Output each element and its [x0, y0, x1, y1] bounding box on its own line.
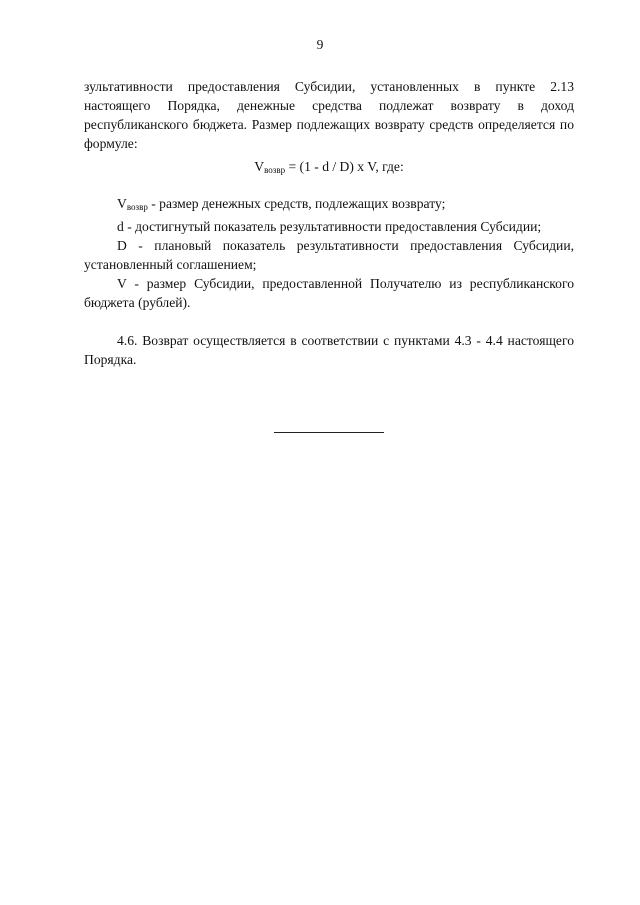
intro-paragraph: зультативности предоставления Субсидии, установленных в пункте 2.13 настоящего Порядка, денежные средства подлежат возврату в доход республиканского бюджета. Размер подлежащих возврату средств определяется по формуле: — [84, 79, 574, 151]
definition-text: - достигнутый показатель результативности предоставления Субсидии; — [123, 219, 542, 234]
definition-symbol: V — [117, 276, 127, 291]
definition-v-subsidy — [84, 274, 574, 312]
definition-v-return — [84, 194, 574, 217]
document-body — [84, 77, 574, 369]
definition-text: - размер денежных средств, подлежащих возврату; — [147, 196, 446, 211]
page-number: 9 — [316, 37, 324, 52]
definition-d-achieved — [84, 217, 574, 236]
definition-symbol: V — [117, 196, 127, 211]
definition-symbol-subscript: возвр — [126, 202, 148, 212]
formula-v: V — [254, 159, 265, 174]
end-divider-line — [274, 432, 384, 433]
return-formula — [84, 157, 574, 180]
formula-expression: = (1 - d / D) x V, где: — [285, 159, 404, 174]
definition-symbol: d — [117, 219, 124, 234]
formula-v-subscript: возвр — [264, 165, 286, 175]
definition-text: - размер Субсидии, предоставленной Получателю из республиканского бюджета (рублей). — [84, 276, 574, 310]
definition-text: - плановый показатель результативности предоставления Субсидии, установленный соглашением; — [84, 238, 574, 272]
clause-4-6: 4.6. Возврат осуществляется в соответствии с пунктами 4.3 - 4.4 настоящего Порядка. — [84, 333, 574, 367]
definition-symbol: D — [117, 238, 127, 253]
definition-d-planned — [84, 236, 574, 274]
